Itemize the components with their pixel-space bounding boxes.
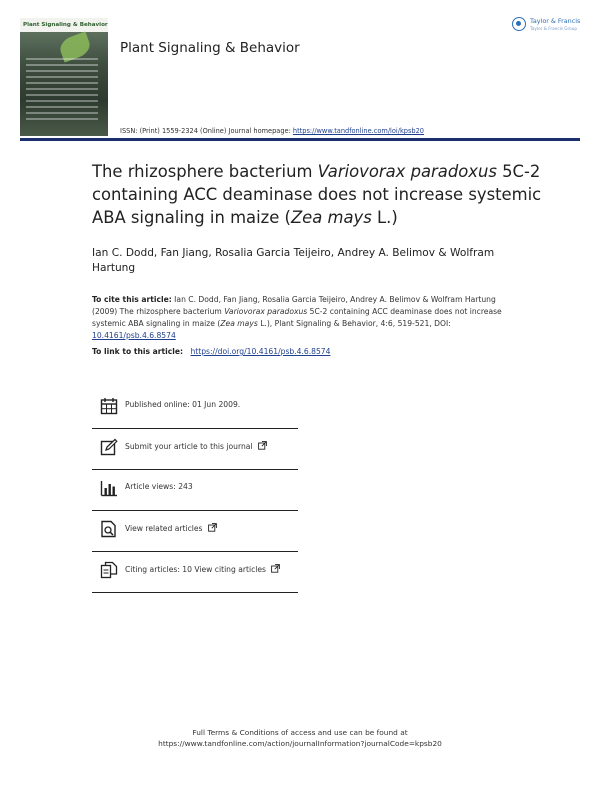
citation-species: Variovorax paradoxus [224,307,308,316]
title-species-name: Variovorax paradoxus [317,162,497,181]
cover-title: Plant Signaling & Behavior [20,18,108,32]
publisher-logo[interactable] [512,16,584,36]
citation-text: Ian C. Dodd, Fan Jiang, Rosalia Garcia Teijeiro, Andrey A. Belimov & Wolfram Hartung (2009) The rhizosphere bacterium [92,295,496,316]
footer-terms-url[interactable]: https://www.tandfonline.com/action/journalInformation?journalCode=kpsb20 [158,739,442,748]
citation-doi-link[interactable]: 10.4161/psb.4.6.8574 [92,331,176,340]
publisher-tagline: Taylor & Francis Group [530,26,578,31]
title-text: L.) [371,208,398,227]
external-link-icon [208,523,217,532]
related-article-icon [100,520,118,538]
title-text: 5C-2 containing ACC deaminase does not increase systemic ABA signaling in maize ( [92,162,542,227]
cover-text-lines [26,58,98,124]
journal-issn-line [120,127,424,135]
citation-species: Zea mays [220,319,258,328]
citation-text: L.), Plant Signaling & Behavior, 4:6, 519-521, DOI: [257,319,451,328]
publisher-logo-icon [512,17,526,31]
header-divider [20,138,580,141]
article-doi-link[interactable]: https://doi.org/10.4161/psb.4.6.8574 [190,347,331,356]
title-species-name: Zea mays [290,208,372,227]
submit-article-text[interactable]: Submit your article to this journal [125,442,253,451]
edit-icon [100,438,118,456]
footer [0,727,600,749]
article-authors: Ian C. Dodd, Fan Jiang, Rosalia Garcia Teijeiro, Andrey A. Belimov & Wolfram Hartung [92,247,495,274]
journal-name: Plant Signaling & Behavior [120,40,300,56]
citing-articles-icon [100,561,118,579]
submit-article-label [125,441,267,451]
footer-terms-text: Full Terms & Conditions of access and use can be found at [192,728,408,737]
article-views-text: Article views: 243 [125,482,193,491]
title-text: The rhizosphere bacterium [92,162,318,181]
related-articles-row[interactable] [92,511,298,552]
article-link-line [92,347,330,356]
related-articles-text[interactable]: View related articles [125,524,203,533]
publisher-name: Taylor & Francis [530,17,581,25]
citation-block [92,294,512,342]
article-meta-list [92,388,298,593]
related-articles-label [125,523,217,533]
published-online-text: Published online: 01 Jun 2009. [125,400,241,409]
citing-articles-label [125,564,280,574]
citing-articles-row[interactable] [92,552,298,593]
citation-label: To cite this article: [92,295,172,304]
link-label: To link to this article: [92,347,184,356]
journal-homepage-link[interactable]: https://www.tandfonline.com/loi/kpsb20 [292,127,424,135]
calendar-icon [100,397,118,415]
citing-articles-text[interactable]: Citing articles: 10 View citing articles [125,565,266,574]
published-online-row [92,388,298,429]
submit-article-row[interactable] [92,429,298,470]
issn-text: ISSN: (Print) 1559-2324 (Online) Journal homepage: [120,127,293,135]
citation-text: 5C-2 containing ACC deaminase does not increase systemic ABA signaling in maize ( [92,307,502,328]
article-views-row [92,470,298,511]
external-link-icon [258,441,267,450]
bar-chart-icon [100,479,118,497]
external-link-icon [271,564,280,573]
journal-cover-thumbnail[interactable] [20,18,108,136]
article-title [92,160,552,229]
